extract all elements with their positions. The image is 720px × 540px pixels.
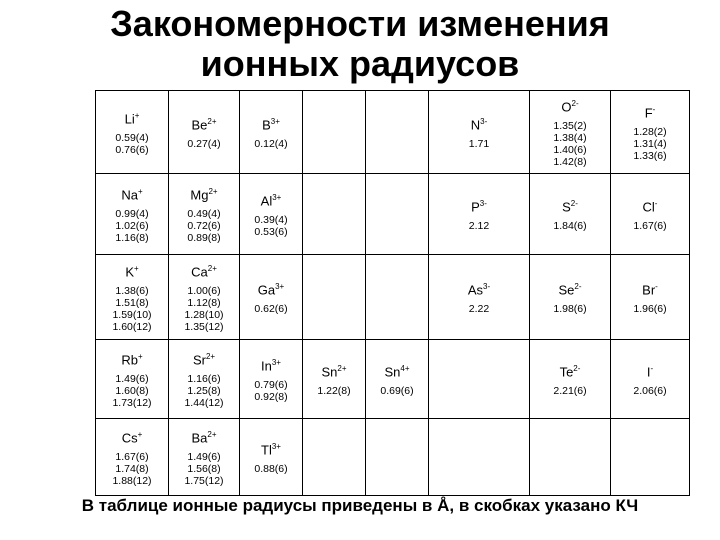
- ion-element: Mg: [190, 187, 209, 203]
- table-cell: [366, 419, 429, 496]
- ion-symbol: [611, 361, 689, 379]
- ion-symbol: [169, 184, 239, 202]
- radius-value: 1.31(4): [633, 137, 667, 150]
- ion-element: Al: [260, 193, 273, 209]
- table-cell: [530, 174, 611, 255]
- radius-value: 0.12(4): [254, 137, 288, 150]
- ion-charge: 4+: [400, 364, 410, 374]
- ion-symbol: [429, 196, 529, 214]
- ion-charge: 2+: [205, 352, 216, 362]
- table-row: [96, 419, 690, 496]
- ion-symbol: [530, 279, 610, 297]
- ion-symbol: [611, 102, 689, 120]
- radius-value: 1.67(6): [115, 450, 149, 463]
- ion-charge: +: [134, 264, 139, 274]
- ion-charge: 3+: [275, 282, 285, 292]
- radius-value: 1.12(8): [187, 296, 221, 309]
- ion-element: Tl: [261, 442, 272, 458]
- radius-value: 2.21(6): [553, 384, 587, 397]
- radius-value: 1.67(6): [633, 219, 667, 232]
- title-line-1: Закономерности изменения: [110, 3, 610, 44]
- radius-value: 1.98(6): [553, 302, 587, 315]
- radius-value: 0.92(8): [254, 390, 288, 403]
- table-row: [96, 174, 690, 255]
- ion-charge: 3+: [271, 358, 281, 368]
- ion-symbol: [240, 355, 302, 373]
- ion-symbol: [169, 349, 239, 367]
- table-cell: [611, 340, 690, 419]
- table-cell: [429, 91, 530, 174]
- radius-value: 0.72(6): [187, 219, 221, 232]
- ion-element: Li: [124, 111, 135, 127]
- ion-symbol: [240, 279, 302, 297]
- ion-charge: 2-: [574, 282, 582, 292]
- ion-element: In: [261, 358, 272, 374]
- radius-value: 0.39(4): [254, 213, 288, 226]
- ion-charge: 2+: [207, 430, 217, 440]
- ion-element: I: [646, 364, 651, 380]
- radius-value: 1.59(10): [112, 308, 152, 321]
- table-row: [96, 91, 690, 174]
- table-cell: [429, 340, 530, 419]
- radius-value: 1.42(8): [553, 155, 587, 168]
- radius-value: 1.28(10): [184, 308, 224, 321]
- ion-symbol: [530, 361, 610, 379]
- ion-symbol: [366, 361, 428, 379]
- radius-value: 1.22(8): [317, 384, 351, 397]
- ion-symbol: [530, 96, 610, 114]
- table-cell: [366, 255, 429, 340]
- ion-symbol: [240, 190, 302, 208]
- table-cell: [366, 91, 429, 174]
- ion-symbol: [240, 439, 302, 457]
- table-cell: [96, 91, 169, 174]
- ion-element: F: [644, 105, 653, 121]
- ion-symbol: [429, 114, 529, 132]
- ionic-radii-table: [95, 90, 690, 496]
- table-cell: [530, 340, 611, 419]
- table-cell: [611, 419, 690, 496]
- radius-value: 1.16(8): [115, 231, 149, 244]
- radius-value: 1.71: [468, 137, 490, 150]
- ion-symbol: [611, 279, 689, 297]
- radius-value: 1.33(6): [633, 149, 667, 162]
- table-cell: [240, 419, 303, 496]
- table-cell: [96, 255, 169, 340]
- table-cell: [96, 419, 169, 496]
- radius-value: 0.76(6): [115, 143, 149, 156]
- ion-element: Be: [191, 117, 208, 133]
- radius-value: 1.84(6): [553, 219, 587, 232]
- ion-charge: 2+: [207, 117, 217, 127]
- radius-value: 0.69(6): [380, 384, 414, 397]
- ion-element: O: [561, 99, 572, 115]
- ion-charge: 2+: [208, 187, 218, 197]
- ion-symbol: [303, 361, 365, 379]
- radius-value: 1.96(6): [633, 302, 667, 315]
- ion-charge: 3-: [483, 282, 491, 292]
- ion-element: B: [262, 117, 271, 133]
- radius-value: 1.88(12): [112, 474, 152, 487]
- radius-value: 1.56(8): [187, 462, 221, 475]
- ion-charge: 3-: [480, 117, 488, 127]
- ion-element: K: [125, 264, 134, 280]
- table-row: [96, 340, 690, 419]
- ion-charge: +: [137, 430, 143, 440]
- radius-value: 0.59(4): [115, 131, 149, 144]
- radius-value: 1.60(12): [112, 320, 152, 333]
- ion-symbol: [429, 279, 529, 297]
- ion-element: As: [467, 282, 484, 298]
- radius-value: 1.16(6): [187, 372, 221, 385]
- ion-element: Na: [121, 187, 138, 203]
- radius-value: 1.49(6): [115, 372, 149, 385]
- ion-element: Sn: [384, 364, 401, 380]
- ion-element: Ga: [257, 282, 276, 298]
- ion-element: P: [471, 199, 480, 215]
- ion-element: S: [562, 199, 571, 215]
- ion-symbol: [96, 108, 168, 126]
- radius-value: 1.75(12): [184, 474, 224, 487]
- ion-charge: 3-: [479, 199, 487, 209]
- ion-element: Cl: [642, 199, 655, 215]
- radius-value: 0.53(6): [254, 225, 288, 238]
- radius-value: 0.62(6): [254, 302, 288, 315]
- ion-symbol: [530, 196, 610, 214]
- radius-value: 1.35(12): [184, 320, 224, 333]
- radius-value: 0.99(4): [115, 207, 149, 220]
- radius-value: 0.89(8): [187, 231, 221, 244]
- ion-symbol: [96, 349, 168, 367]
- ion-symbol: [96, 261, 168, 279]
- ion-symbol: [96, 427, 168, 445]
- table-cell: [169, 91, 240, 174]
- caption: В таблице ионные радиусы приведены в Å, в скобках указано КЧ: [81, 496, 639, 515]
- table-cell: [429, 174, 530, 255]
- radius-value: 1.28(2): [633, 125, 667, 138]
- radius-value: 2.12: [468, 219, 490, 232]
- table-cell: [530, 419, 611, 496]
- table-cell: [169, 174, 240, 255]
- ion-element: Ba: [191, 430, 208, 446]
- table-cell: [169, 340, 240, 419]
- radius-value: 1.38(6): [115, 284, 149, 297]
- table-cell: [96, 174, 169, 255]
- radius-value: 0.49(4): [187, 207, 221, 220]
- table-cell: [429, 255, 530, 340]
- ion-symbol: [96, 184, 168, 202]
- radius-value: 1.25(8): [187, 384, 221, 397]
- title-line-2: ионных радиусов: [200, 43, 520, 84]
- radius-value: 1.60(8): [115, 384, 149, 397]
- ion-charge: 2+: [207, 264, 217, 274]
- table-cell: [366, 340, 429, 419]
- radius-value: 1.74(8): [115, 462, 149, 475]
- radius-value: 1.49(6): [187, 450, 221, 463]
- radius-value: 1.44(12): [184, 396, 224, 409]
- radius-value: 1.40(6): [553, 143, 587, 156]
- ion-charge: -: [655, 282, 658, 292]
- table-cell: [530, 255, 611, 340]
- ion-symbol: [169, 114, 239, 132]
- table-cell: [611, 255, 690, 340]
- radius-value: 1.02(6): [115, 219, 149, 232]
- radius-value: 2.22: [468, 302, 490, 315]
- radius-value: 0.79(6): [254, 378, 288, 391]
- table-cell: [366, 174, 429, 255]
- ion-element: Ca: [191, 264, 208, 280]
- table-cell: [303, 174, 366, 255]
- radius-value: 1.35(2): [553, 119, 587, 132]
- table-row: [96, 255, 690, 340]
- ion-charge: -: [654, 199, 658, 209]
- ion-symbol: [611, 196, 689, 214]
- radius-value: 2.06(6): [633, 384, 667, 397]
- radius-value: 0.88(6): [254, 462, 288, 475]
- table-cell: [240, 91, 303, 174]
- table-cell: [611, 174, 690, 255]
- ion-charge: 3+: [270, 117, 280, 127]
- table-cell: [611, 91, 690, 174]
- table-cell: [303, 419, 366, 496]
- radius-value: 1.00(6): [187, 284, 221, 297]
- ion-charge: 2+: [337, 364, 347, 374]
- ion-charge: 3+: [272, 193, 282, 203]
- ion-charge: 2-: [571, 99, 579, 109]
- ion-charge: +: [137, 187, 143, 197]
- table-cell: [303, 255, 366, 340]
- table-cell: [303, 340, 366, 419]
- ion-element: Sr: [192, 352, 206, 368]
- ion-element: Cs: [121, 430, 138, 446]
- table-cell: [303, 91, 366, 174]
- table-cell: [530, 91, 611, 174]
- radius-value: 0.27(4): [187, 137, 221, 150]
- ion-element: Sn: [321, 364, 338, 380]
- ion-element: Te: [559, 364, 574, 380]
- radius-value: 1.38(4): [553, 131, 587, 144]
- table-cell: [429, 419, 530, 496]
- ion-element: Rb: [121, 352, 138, 368]
- table-cell: [96, 340, 169, 419]
- ion-charge: +: [137, 352, 143, 362]
- ion-symbol: [169, 261, 239, 279]
- ion-charge: +: [134, 111, 140, 121]
- table-cell: [169, 419, 240, 496]
- ion-symbol: [169, 427, 239, 445]
- ion-element: Br: [642, 282, 656, 298]
- ion-charge: -: [650, 364, 654, 374]
- ion-charge: 2-: [570, 199, 578, 209]
- ion-charge: 3+: [271, 442, 281, 452]
- radius-value: 1.73(12): [112, 396, 152, 409]
- ion-element: Se: [558, 282, 575, 298]
- ion-symbol: [240, 114, 302, 132]
- ion-element: N: [470, 117, 481, 133]
- table-cell: [169, 255, 240, 340]
- table-cell: [240, 255, 303, 340]
- table-cell: [240, 340, 303, 419]
- ion-charge: 2-: [573, 364, 581, 374]
- table-cell: [240, 174, 303, 255]
- radius-value: 1.51(8): [115, 296, 149, 309]
- ion-charge: -: [652, 105, 656, 115]
